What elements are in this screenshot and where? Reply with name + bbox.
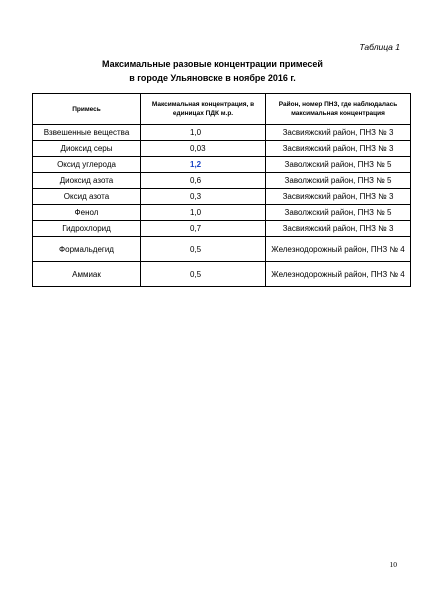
page-number: 10 [389,560,397,569]
document-title-line-2: в городе Ульяновске в ноябре 2016 г. [129,73,296,83]
concentration-table [32,93,411,287]
cell-value: 0,3 [141,189,266,205]
cell-substance: Оксид азота [33,189,141,205]
cell-substance: Гидрохлорид [33,221,141,237]
cell-location: Железнодорожный район, ПНЗ № 4 [266,237,411,262]
cell-location: Засвияжский район, ПНЗ № 3 [266,125,411,141]
table-header-row [33,94,411,125]
cell-location: Засвияжский район, ПНЗ № 3 [266,221,411,237]
cell-value: 0,03 [141,141,266,157]
cell-substance: Диоксид серы [33,141,141,157]
table-row [33,189,411,205]
cell-value: 1,0 [141,125,266,141]
cell-location: Железнодорожный район, ПНЗ № 4 [266,262,411,287]
cell-substance: Оксид углерода [33,157,141,173]
cell-substance: Формальдегид [33,237,141,262]
cell-value: 0,6 [141,173,266,189]
table-row [33,157,411,173]
cell-location: Заволжский район, ПНЗ № 5 [266,157,411,173]
cell-substance: Фенол [33,205,141,221]
cell-value: 0,5 [141,262,266,287]
cell-location: Засвияжский район, ПНЗ № 3 [266,141,411,157]
table-row [33,262,411,287]
header-substance: Примесь [33,94,141,125]
cell-location: Заволжский район, ПНЗ № 5 [266,205,411,221]
table-row [33,125,411,141]
table-row [33,173,411,189]
cell-substance: Взвешенные вещества [33,125,141,141]
cell-location: Засвияжский район, ПНЗ № 3 [266,189,411,205]
cell-location: Заволжский район, ПНЗ № 5 [266,173,411,189]
cell-value: 1,0 [141,205,266,221]
cell-substance: Диоксид азота [33,173,141,189]
header-location: Район, номер ПНЗ, где наблюдалась максимальная концентрация [266,94,411,125]
table-row [33,205,411,221]
cell-value: 0,5 [141,237,266,262]
header-max-concentration: Максимальная концентрация, в единицах ПДК м.р. [141,94,266,125]
table-row [33,237,411,262]
table-caption: Таблица 1 [359,42,400,52]
cell-substance: Аммиак [33,262,141,287]
cell-value: 0,7 [141,221,266,237]
table-row [33,141,411,157]
cell-value-highlighted: 1,2 [141,157,266,173]
document-title-line-1: Максимальные разовые концентрации примесей [102,59,323,69]
table-row [33,221,411,237]
